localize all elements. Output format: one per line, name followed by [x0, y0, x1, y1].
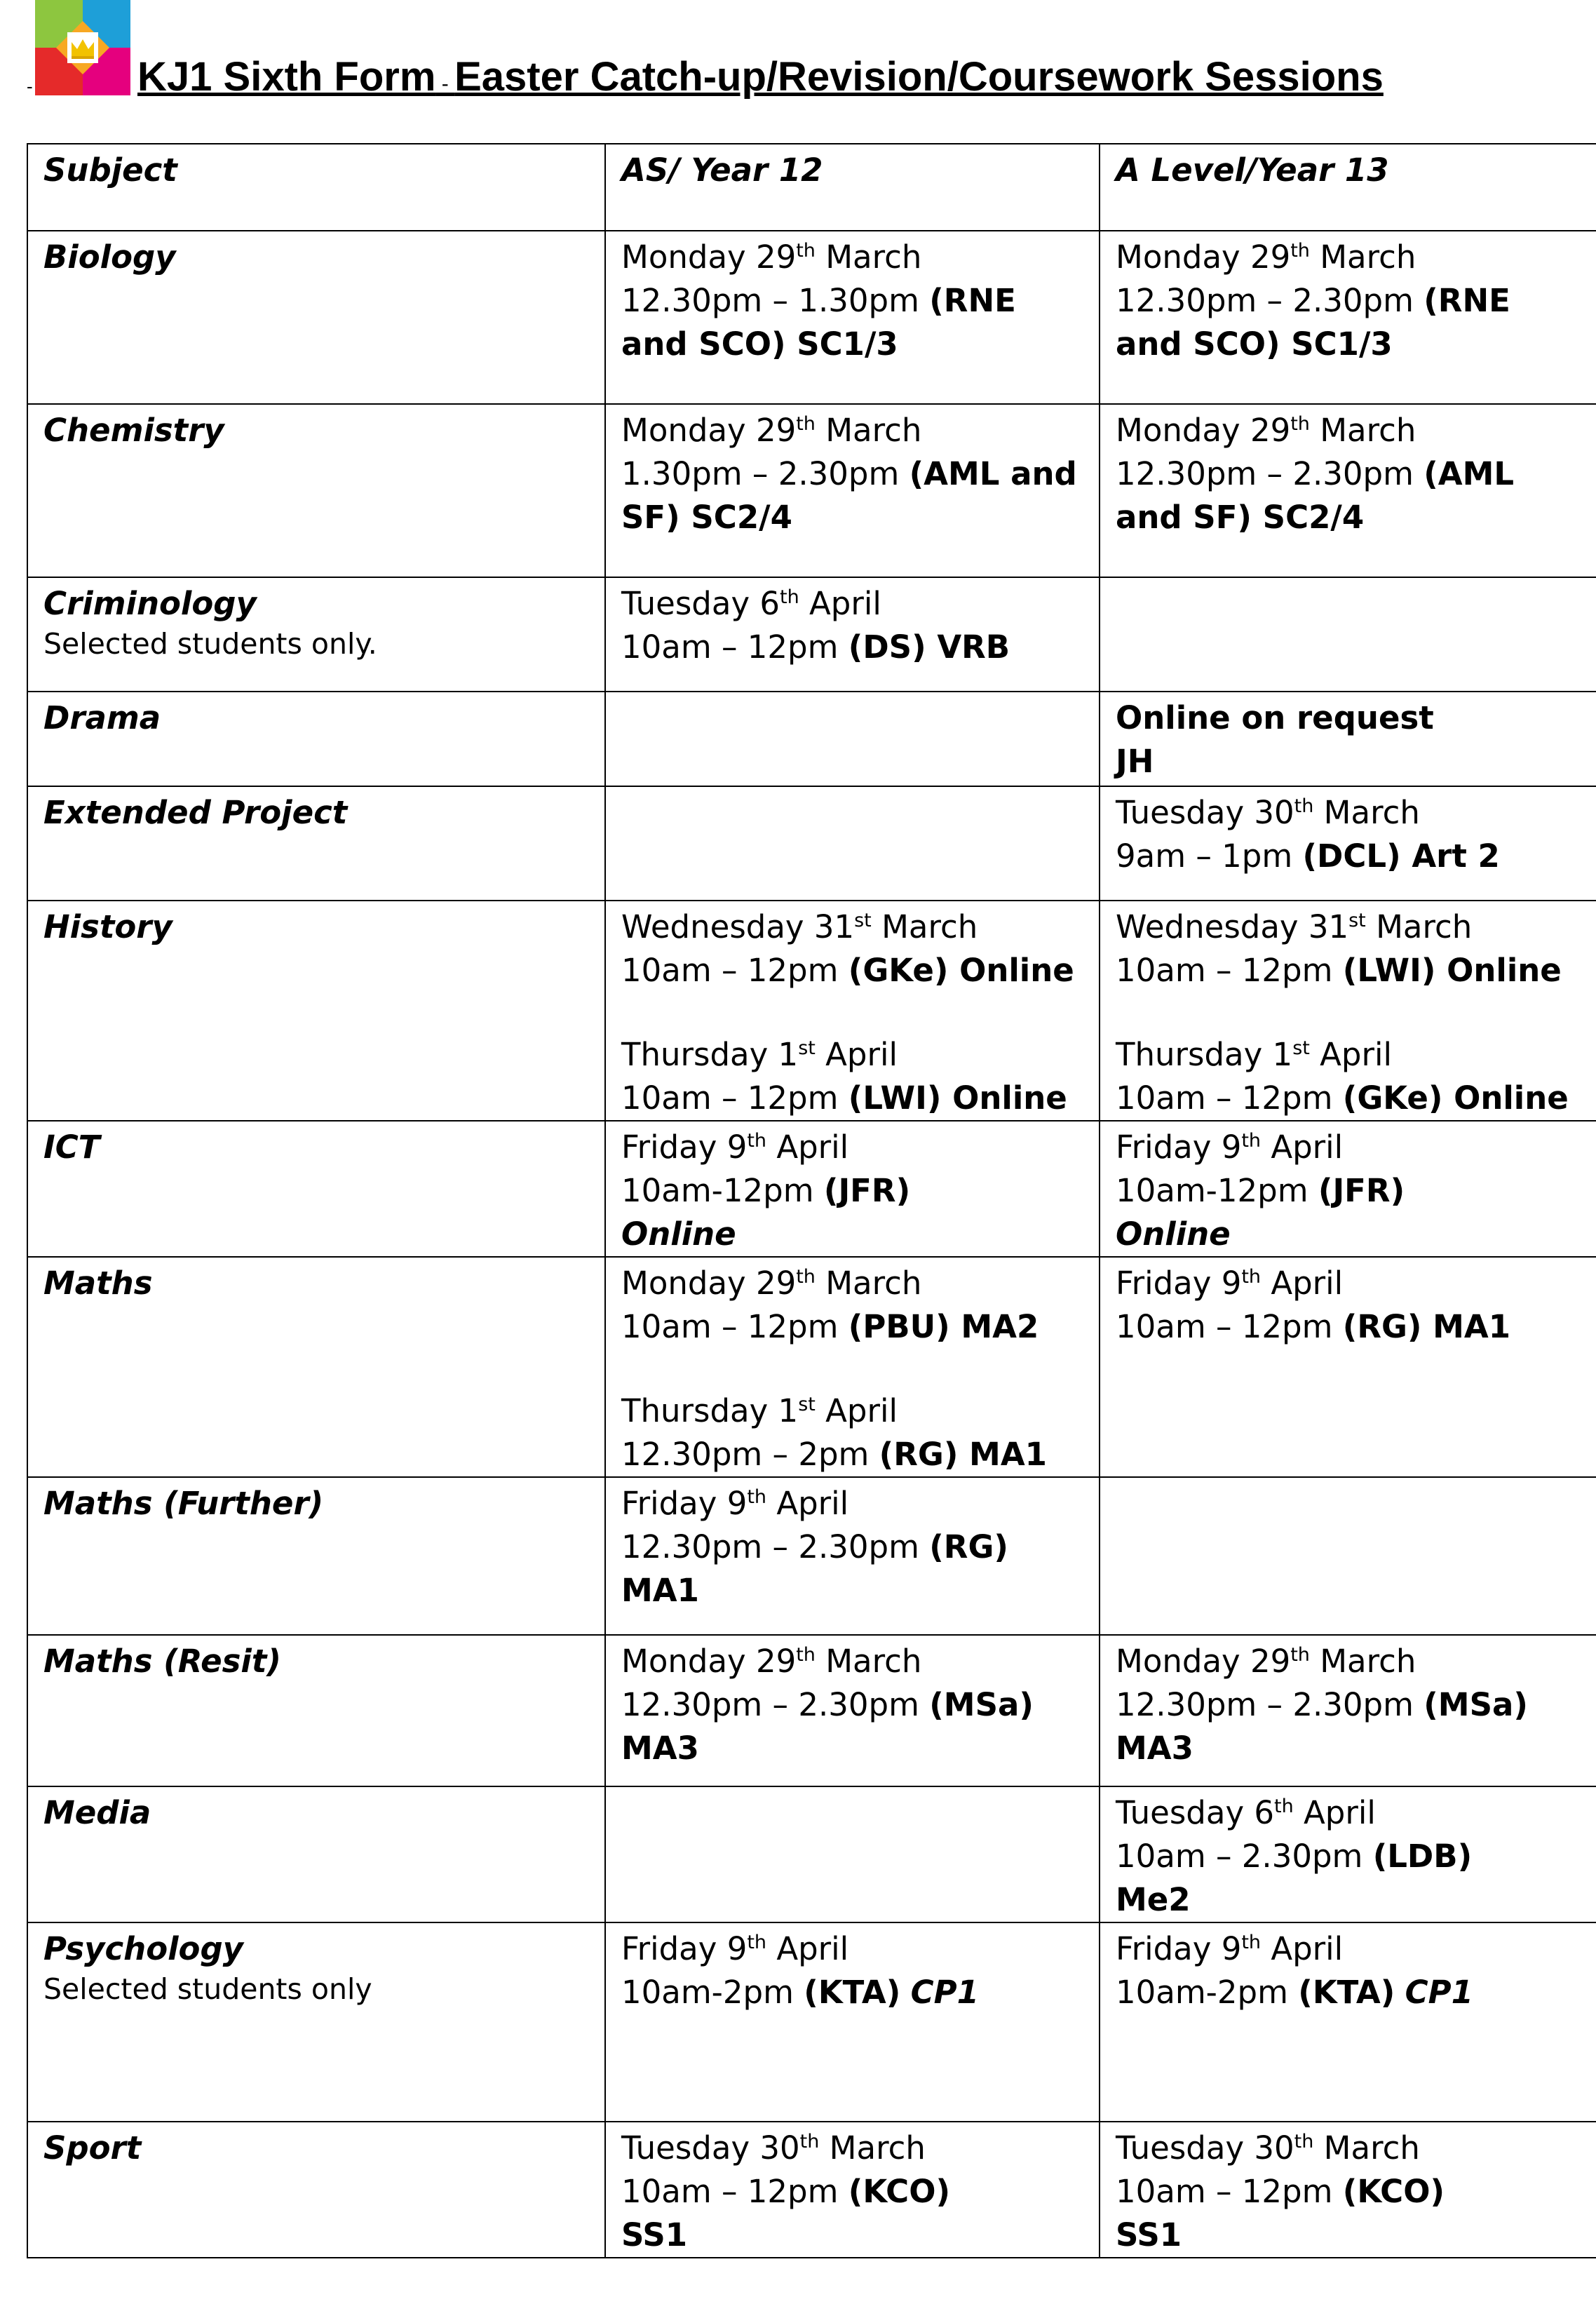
- year13-cell: Monday 29th March 12.30pm – 2.30pm (MSa) MA3: [1100, 1635, 1596, 1786]
- page-title: KJ1 Sixth Form - Easter Catch-up/Revision/Coursework Sessions: [137, 54, 1384, 100]
- year12-cell: Tuesday 30th March 10am – 12pm (KCO) SS1: [605, 2122, 1100, 2258]
- table-row: [27, 901, 1596, 1121]
- year13-cell: Friday 9th April 10am-2pm (KTA) CP1: [1100, 1922, 1596, 2122]
- table-row: [27, 692, 1596, 786]
- header-year12: AS/ Year 12: [605, 144, 1100, 231]
- subject-cell: Sport: [27, 2122, 605, 2258]
- table-row: [27, 1121, 1596, 1257]
- year13-cell: Friday 9th April 10am-12pm (JFR) Online: [1100, 1121, 1596, 1257]
- subject-cell: Extended Project: [27, 786, 605, 901]
- subject-cell: Biology: [27, 231, 605, 404]
- table-row: [27, 2122, 1596, 2258]
- subject-cell: History: [27, 901, 605, 1121]
- subject-cell: Psychology Selected students only: [27, 1922, 605, 2122]
- table-row: [27, 404, 1596, 577]
- sessions-table: [27, 143, 1596, 2258]
- table-row: [27, 577, 1596, 692]
- subject-cell: ICT: [27, 1121, 605, 1257]
- year13-cell: Friday 9th April 10am – 12pm (RG) MA1: [1100, 1257, 1596, 1477]
- subject-cell: Drama: [27, 692, 605, 786]
- year12-cell: Friday 9th April 10am-12pm (JFR) Online: [605, 1121, 1100, 1257]
- header-dash: -: [27, 76, 33, 97]
- year13-cell: Tuesday 6th April 10am – 2.30pm (LDB) Me2: [1100, 1786, 1596, 1922]
- year12-cell: [605, 1786, 1100, 1922]
- year12-cell: Friday 9th April 10am-2pm (KTA) CP1: [605, 1922, 1100, 2122]
- subject-note: Selected students only.: [43, 627, 377, 661]
- year12-cell: Monday 29th March 12.30pm – 2.30pm (MSa) MA3: [605, 1635, 1100, 1786]
- table-header-row: [27, 144, 1596, 231]
- year12-cell: Monday 29th March 12.30pm – 1.30pm (RNE and SCO) SC1/3: [605, 231, 1100, 404]
- table-row: [27, 231, 1596, 404]
- year13-cell: [1100, 1477, 1596, 1635]
- year12-cell: Friday 9th April 12.30pm – 2.30pm (RG) MA1: [605, 1477, 1100, 1635]
- school-logo: [35, 0, 130, 95]
- table-row: [27, 1257, 1596, 1477]
- header-subject: Subject: [27, 144, 605, 231]
- year13-cell: [1100, 577, 1596, 692]
- table-row: [27, 1786, 1596, 1922]
- table-row: [27, 1922, 1596, 2122]
- header-year13: A Level/Year 13: [1100, 144, 1596, 231]
- subject-cell: Maths: [27, 1257, 605, 1477]
- year12-cell: Monday 29th March 10am – 12pm (PBU) MA2 Thursday 1st April 12.30pm – 2pm (RG) MA1: [605, 1257, 1100, 1477]
- subject-cell: Chemistry: [27, 404, 605, 577]
- year13-cell: Tuesday 30th March 9am – 1pm (DCL) Art 2: [1100, 786, 1596, 901]
- table-row: [27, 1635, 1596, 1786]
- year12-cell: Monday 29th March 1.30pm – 2.30pm (AML and SF) SC2/4: [605, 404, 1100, 577]
- subject-cell: Criminology Selected students only.: [27, 577, 605, 692]
- subject-cell: Maths (Further): [27, 1477, 605, 1635]
- year12-cell: Tuesday 6th April 10am – 12pm (DS) VRB: [605, 577, 1100, 692]
- year12-cell: Wednesday 31st March 10am – 12pm (GKe) Online Thursday 1st April 10am – 12pm (LWI) Online: [605, 901, 1100, 1121]
- subject-note: Selected students only: [43, 1972, 372, 2006]
- subject-cell: Media: [27, 1786, 605, 1922]
- year13-cell: Online on request JH: [1100, 692, 1596, 786]
- year13-cell: Tuesday 30th March 10am – 12pm (KCO) SS1: [1100, 2122, 1596, 2258]
- year12-cell: [605, 692, 1100, 786]
- table-row: [27, 1477, 1596, 1635]
- subject-cell: Maths (Resit): [27, 1635, 605, 1786]
- year13-cell: Monday 29th March 12.30pm – 2.30pm (RNE and SCO) SC1/3: [1100, 231, 1596, 404]
- year12-cell: [605, 786, 1100, 901]
- year13-cell: Wednesday 31st March 10am – 12pm (LWI) Online Thursday 1st April 10am – 12pm (GKe) Online: [1100, 901, 1596, 1121]
- table-row: [27, 786, 1596, 901]
- year13-cell: Monday 29th March 12.30pm – 2.30pm (AML and SF) SC2/4: [1100, 404, 1596, 577]
